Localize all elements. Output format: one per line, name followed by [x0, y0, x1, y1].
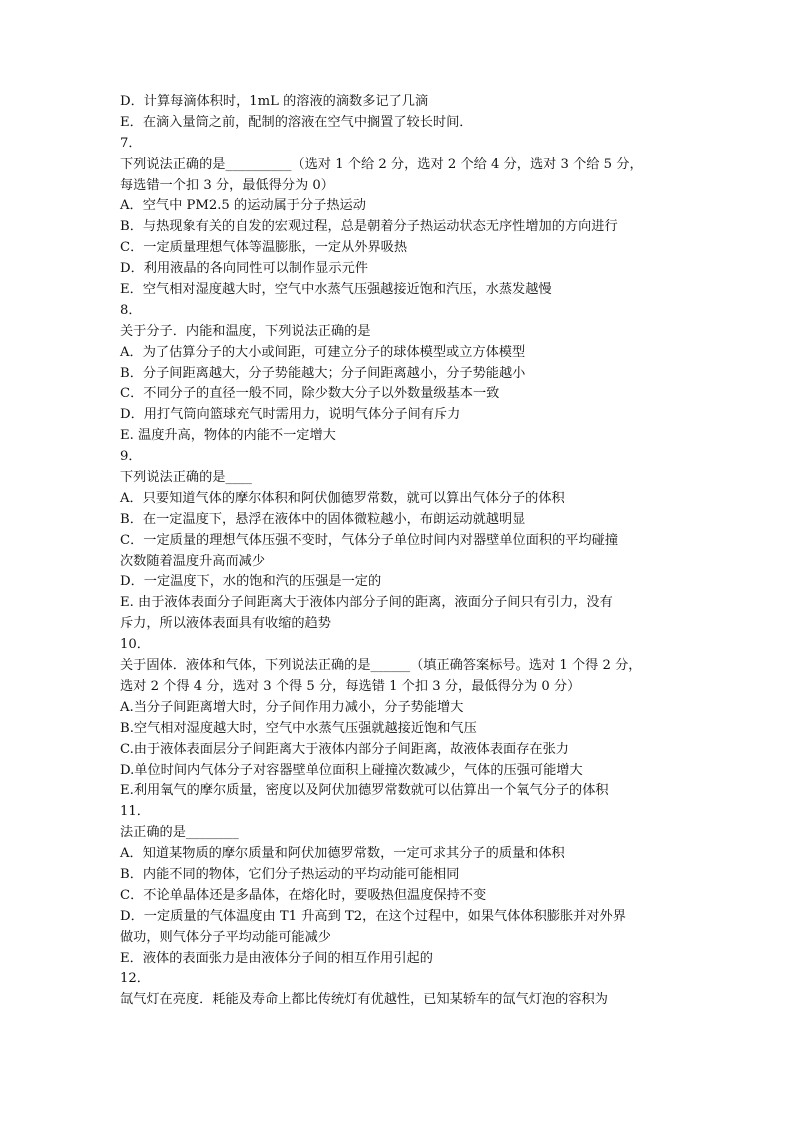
option-d: D．用打气筒向篮球充气时需用力，说明气体分子间有斥力 — [120, 407, 461, 423]
question-stem: 每选错一个扣 3 分，最低得分为 0） — [120, 177, 334, 193]
option-b: B．与热现象有关的自发的宏观过程，总是朝着分子热运动状态无序性增加的方向进行 — [120, 219, 618, 235]
option-b: B．分子间距离越大，分子势能越大；分子间距离越小，分子势能越小 — [120, 365, 526, 381]
question-stem: 法正确的是________ — [120, 825, 239, 841]
option-e: E．空气相对湿度越大时，空气中水蒸气压强越接近饱和汽压，水蒸发越慢 — [120, 282, 552, 298]
option-d: D．利用液晶的各向同性可以制作显示元件 — [120, 261, 368, 277]
option-c: C．一定质量的理想气体压强不变时，气体分子单位时间内对器壁单位面积的平均碰撞 — [120, 532, 619, 548]
question-stem: 氙气灯在亮度．耗能及寿命上都比传统灯有优越性，已知某轿车的氙气灯泡的容积为 — [120, 992, 608, 1008]
option-d-continued: 做功，则气体分子平均动能可能减少 — [120, 929, 331, 945]
option-a: A．知道某物质的摩尔质量和阿伏加德罗常数，一定可求其分子的质量和体积 — [120, 846, 565, 862]
option-a: A.当分子间距离增大时，分子间作用力减小，分子势能增大 — [120, 699, 464, 715]
option-d: D．一定温度下，水的饱和汽的压强是一定的 — [120, 574, 382, 590]
option-c: C．不论单晶体还是多晶体，在熔化时，要吸热但温度保持不变 — [120, 887, 487, 903]
option-e: E．液体的表面张力是由液体分子间的相互作用引起的 — [120, 950, 433, 966]
option-a: A．只要知道气体的摩尔体积和阿伏伽德罗常数，就可以算出气体分子的体积 — [120, 490, 565, 506]
option-d: D.单位时间内气体分子对容器壁单位面积上碰撞次数减少，气体的压强可能增大 — [120, 762, 583, 778]
question-stem: 关于固体．液体和气体，下列说法正确的是______（填正确答案标号。选对 1 个得 2 分， — [120, 658, 642, 674]
question-number: 9． — [120, 449, 142, 465]
question-stem: 选对 2 个得 4 分，选对 3 个得 5 分，每选错 1 个扣 3 分，最低得分为 0 分） — [120, 678, 581, 694]
option-a: A．为了估算分子的大小或间距，可建立分子的球体模型或立方体模型 — [120, 344, 526, 360]
text-line: D．计算每滴体积时，1mL 的溶液的滴数多记了几滴 — [120, 94, 429, 109]
option-b: B.空气相对湿度越大时，空气中水蒸气压强就越接近饱和气压 — [120, 720, 477, 736]
question-number: 7． — [120, 135, 142, 151]
option-c: C．一定质量理想气体等温膨胀，一定从外界吸热 — [120, 240, 408, 256]
question-number: 12． — [120, 971, 150, 987]
document-body — [120, 92, 680, 1011]
option-d: D．一定质量的气体温度由 T1 升高到 T2，在这个过程中，如果气体体积膨胀并对外界 — [120, 908, 626, 924]
option-e: E.利用氧气的摩尔质量，密度以及阿伏加德罗常数就可以估算出一个氧气分子的体积 — [120, 783, 609, 799]
option-e: E. 温度升高，物体的内能不一定增大 — [120, 428, 336, 444]
question-stem: 下列说法正确的是__________（选对 1 个给 2 分，选对 2 个给 4 分，选对 3 个给 5 分， — [120, 156, 643, 172]
option-c-continued: 次数随着温度升高而减少 — [120, 553, 266, 569]
option-c: C.由于液体表面层分子间距离大于液体内部分子间距离，故液体表面存在张力 — [120, 741, 569, 757]
option-b: B．在一定温度下，悬浮在液体中的固体微粒越小，布朗运动就越明显 — [120, 511, 526, 527]
option-a: A．空气中 PM2.5 的运动属于分子热运动 — [120, 198, 366, 214]
text-line: E．在滴入量筒之前，配制的溶液在空气中搁置了较长时间． — [120, 114, 473, 130]
option-c: C．不同分子的直径一般不同，除少数大分子以外数量级基本一致 — [120, 386, 500, 402]
option-b: B．内能不同的物体，它们分子热运动的平均动能可能相同 — [120, 866, 460, 882]
question-stem: 关于分子．内能和温度，下列说法正确的是 — [120, 323, 371, 339]
question-stem: 下列说法正确的是____ — [120, 470, 252, 486]
question-number: 11． — [120, 804, 150, 820]
question-number: 8． — [120, 302, 142, 318]
option-e: E. 由于液体表面分子间距离大于液体内部分子间的距离，液面分子间只有引力，没有 — [120, 595, 613, 611]
option-e-continued: 斥力，所以液体表面具有收缩的趋势 — [120, 616, 331, 632]
question-number: 10． — [120, 637, 150, 653]
